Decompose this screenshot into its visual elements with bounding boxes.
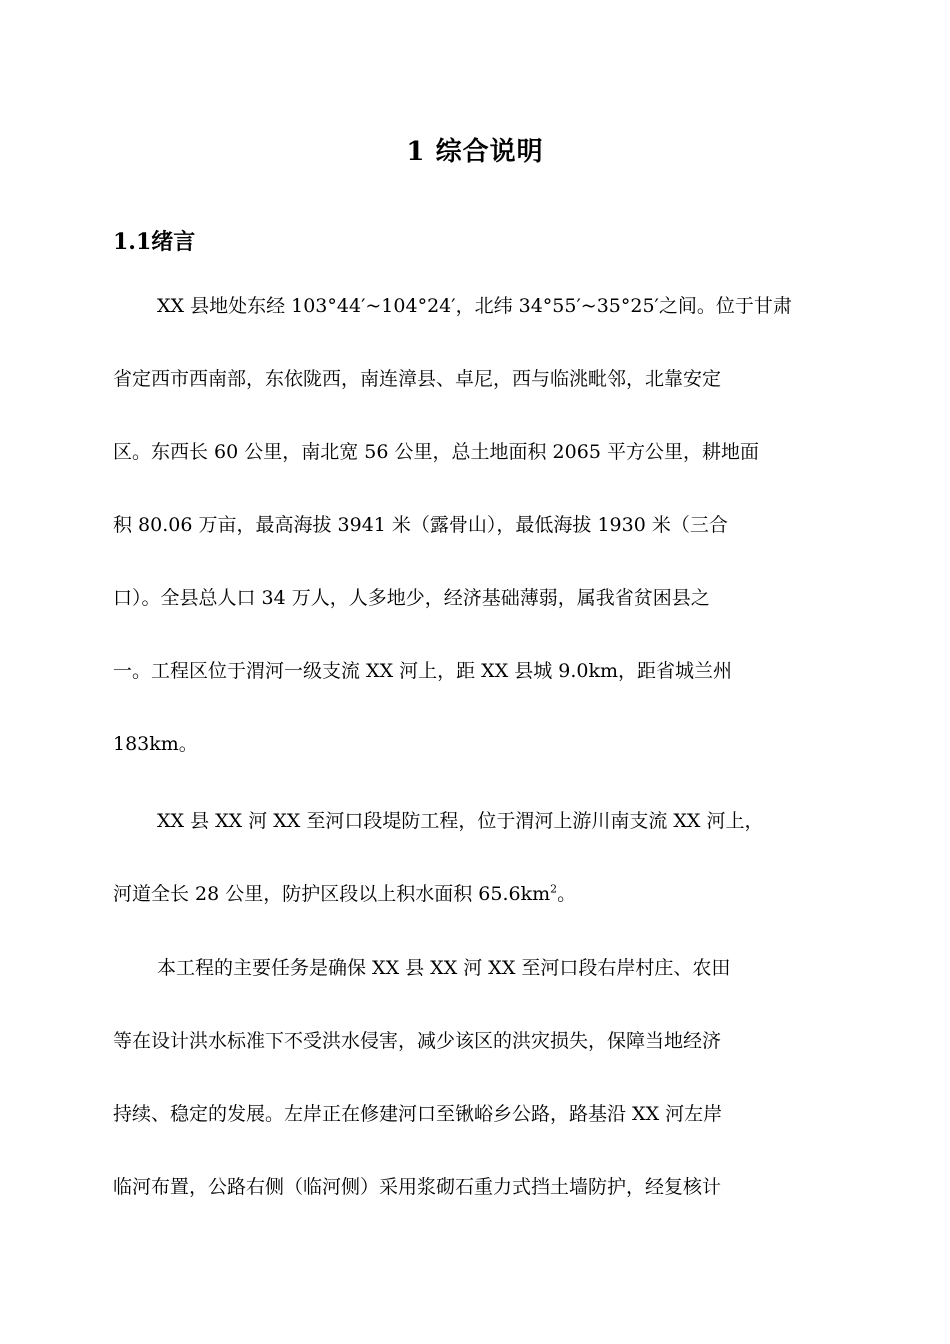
paragraph-line: 区。东西长 60 公里，南北宽 56 公里，总土地面积 2065 平方公里，耕地面 <box>113 441 759 463</box>
paragraph-line: 口）。全县总人口 34 万人，人多地少，经济基础薄弱，属我省贫困县之 <box>113 587 710 609</box>
superscript-unit: 2 <box>550 882 558 896</box>
paragraph-line-suffix: 。 <box>557 883 577 905</box>
paragraph-line: 持续、稳定的发展。左岸正在修建河口至锹峪乡公路，路基沿 XX 河左岸 <box>113 1103 723 1125</box>
paragraph-project-overview <box>113 785 838 931</box>
paragraph-line <box>113 858 838 931</box>
paragraph-line: 183km。 <box>113 733 198 755</box>
paragraph-location <box>113 270 838 781</box>
paragraph-line: 积 80.06 万亩，最高海拔 3941 米（露骨山），最低海拔 1930 米（三合 <box>113 514 728 536</box>
section-heading: 1.1绪言 <box>113 229 196 255</box>
paragraph-line: 省定西市西南部，东依陇西，南连漳县、卓尼，西与临洮毗邻，北靠安定 <box>113 368 722 390</box>
paragraph-line: 等在设计洪水标准下不受洪水侵害，减少该区的洪灾损失，保障当地经济 <box>113 1030 722 1052</box>
paragraph-line: 临河布置，公路右侧（临河侧）采用浆砌石重力式挡土墙防护，经复核计 <box>113 1176 722 1198</box>
paragraph-line: XX 县地处东经 103°44′~104°24′，北纬 34°55′~35°25′之间。位于甘肃 <box>157 295 792 317</box>
paragraph-line: XX 县 XX 河 XX 至河口段堤防工程，位于渭河上游川南支流 XX 河上， <box>157 810 764 832</box>
paragraph-line: 本工程的主要任务是确保 XX 县 XX 河 XX 至河口段右岸村庄、农田 <box>157 957 731 979</box>
chapter-title: 1 综合说明 <box>406 137 544 167</box>
paragraph-line-text: 河道全长 28 公里，防护区段以上积水面积 65.6km <box>113 883 551 905</box>
paragraph-line: 一。工程区位于渭河一级支流 XX 河上，距 XX 县城 9.0km，距省城兰州 <box>113 660 733 682</box>
paragraph-main-task <box>113 932 838 1224</box>
